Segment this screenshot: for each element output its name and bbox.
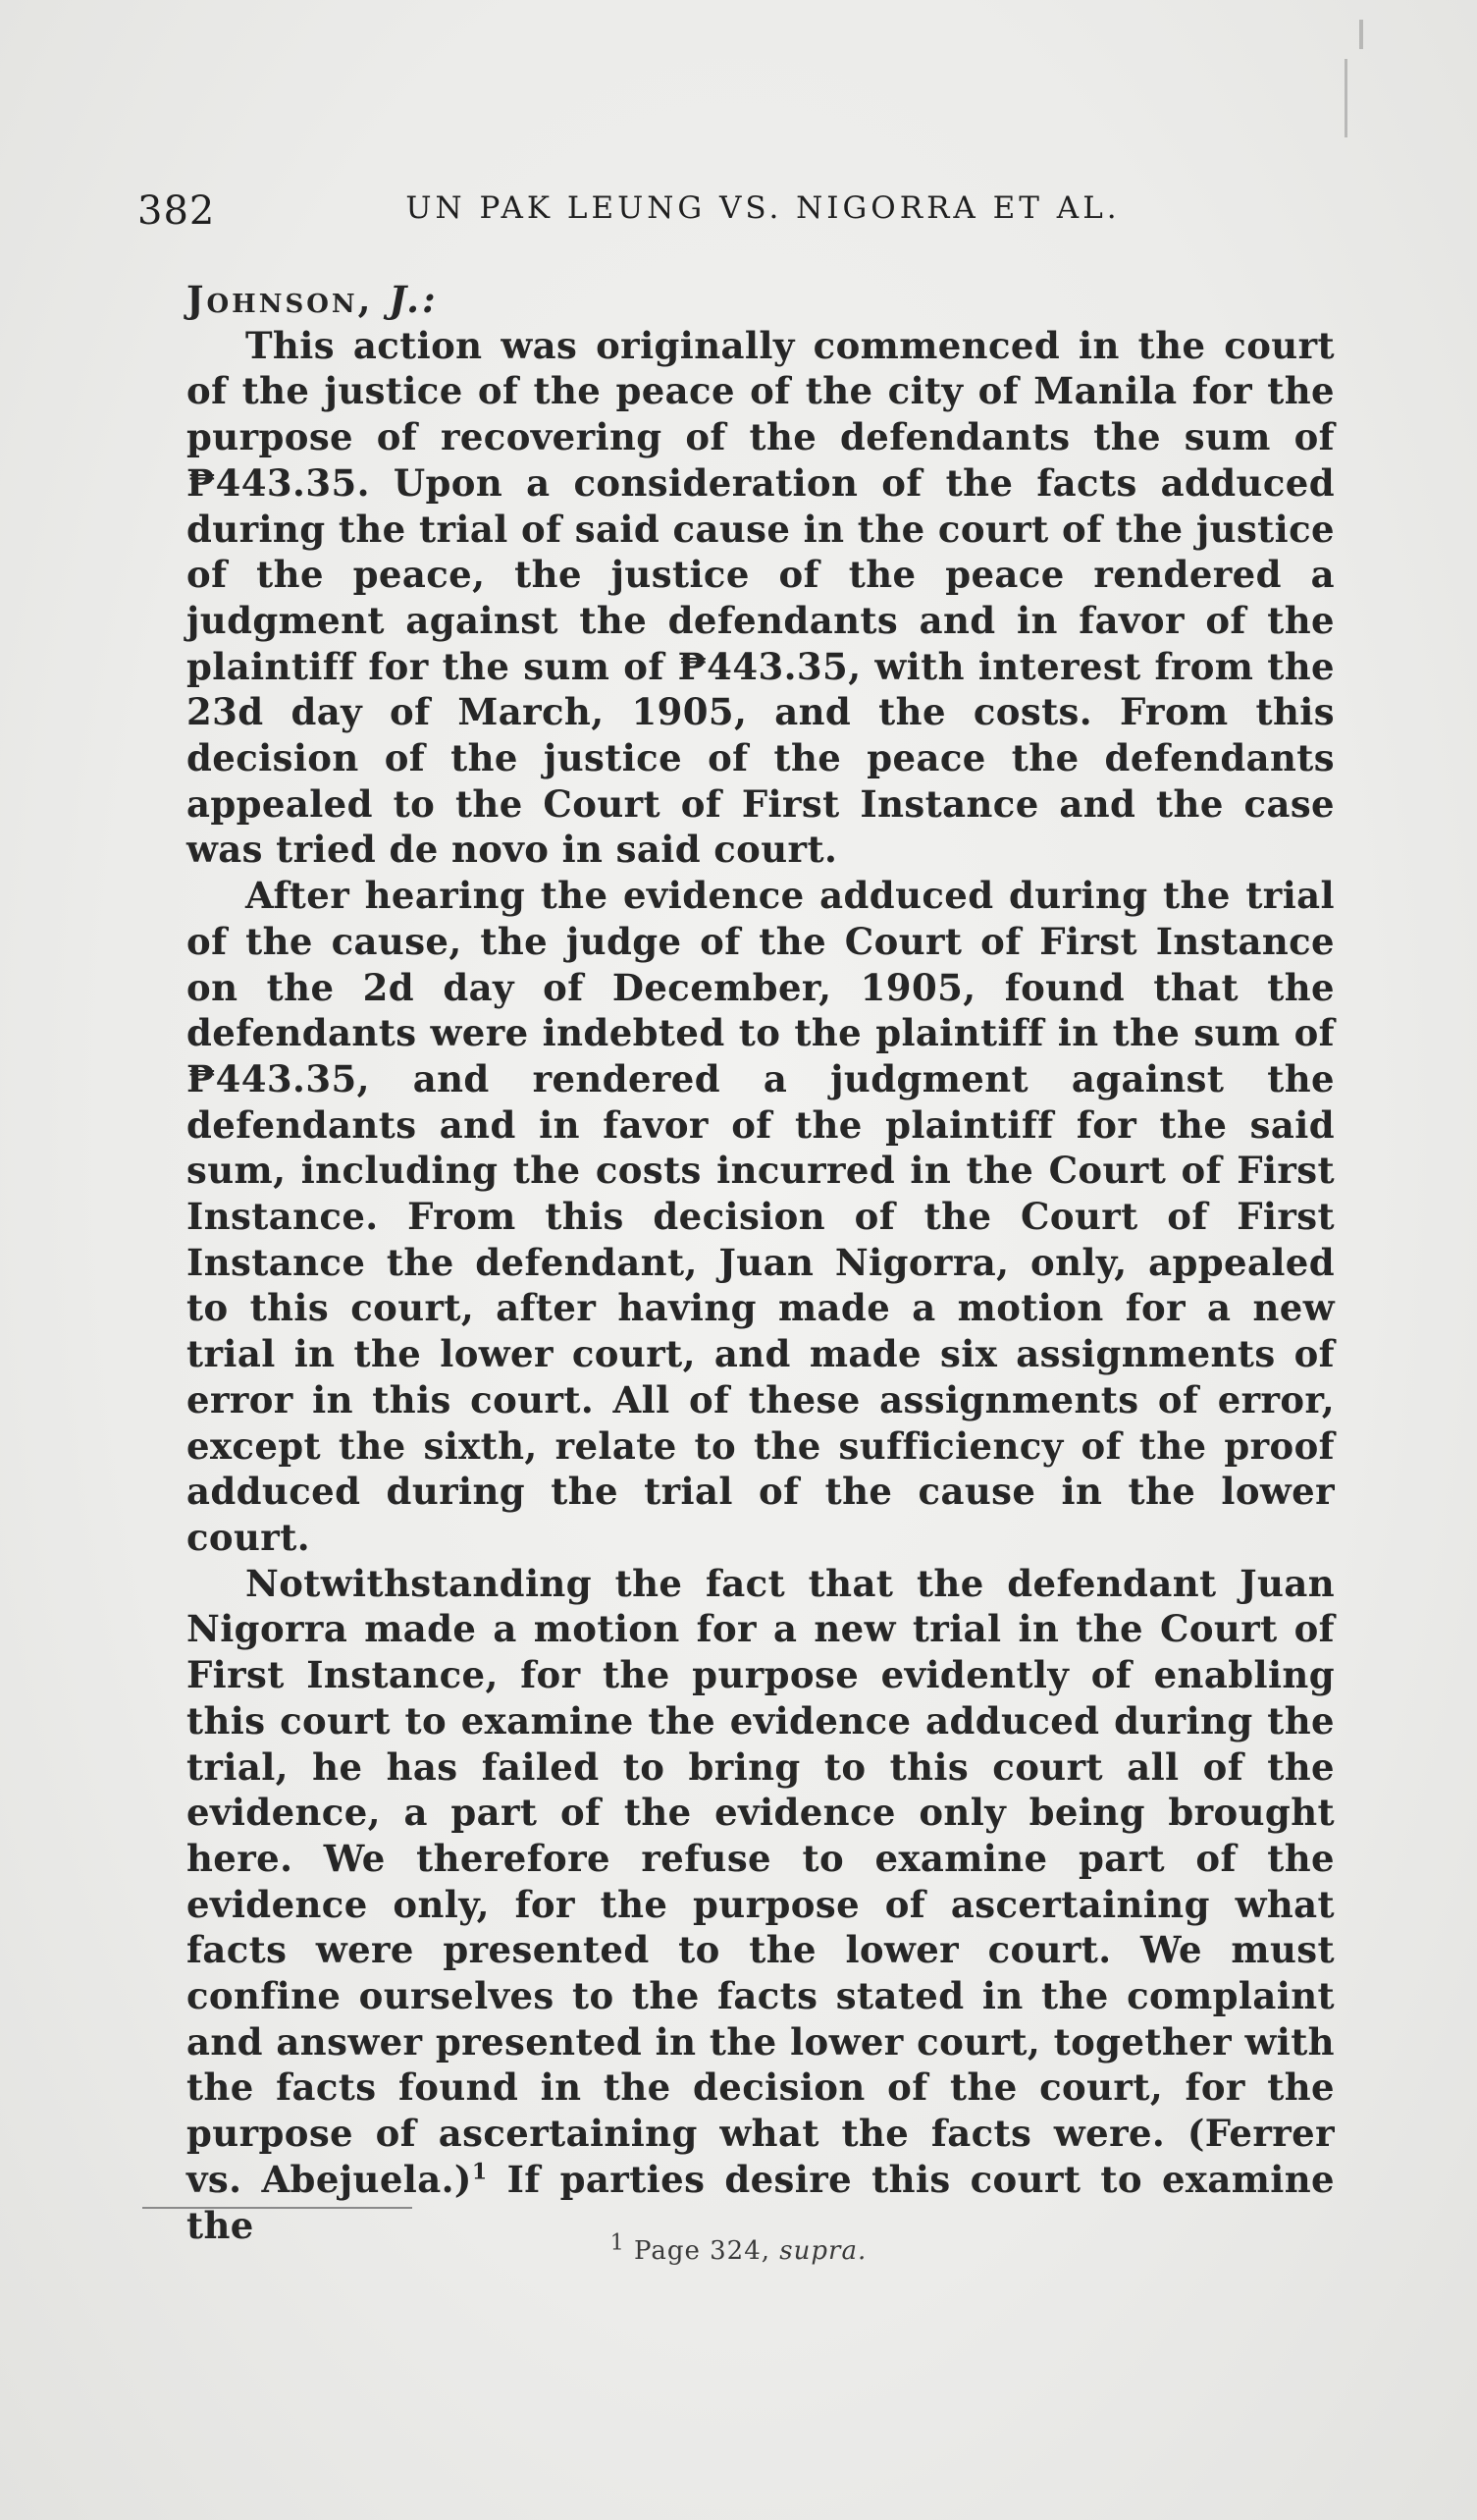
case-title: UN PAK LEUNG VS. NIGORRA ET AL. (405, 190, 1121, 226)
page-number: 382 (137, 188, 216, 234)
paragraph (186, 1561, 1335, 2249)
footnote-italic: supra. (779, 2236, 868, 2266)
author-title: J.: (389, 278, 439, 321)
scan-edge-mark (1345, 59, 1347, 137)
running-head (137, 188, 1349, 238)
paragraph: After hearing the evidence adduced during the trial of the cause, the judge of the Court of First Instance on the 2d day of December, 1905, found that the defendants were indebted to the plaintiff in the sum of ₱443.35, and rendered a judgment against the defendants and in favor of the plaintiff for the said sum, including the costs incurred in the Court of First Instance. From this decision of the Court of First Instance the defendant, Juan Nigorra, only, appealed to this court, after having made a motion for a new trial in the lower court, and made six assignments of error in this court. All of these assignments of error, except the sixth, relate to the sufficiency of the proof adduced during the trial of the cause in the lower court. (186, 874, 1335, 1559)
footnote-divider (142, 2207, 412, 2209)
footnote-reference[interactable]: 1 (471, 2159, 488, 2185)
footnote (0, 2230, 1477, 2266)
author-name: Johnson, (186, 278, 374, 321)
paragraph-continuation: If parties desire this court to examine the (186, 2157, 1335, 2247)
paragraph: This action was originally commenced in the court of the justice of the peace of the city of Manila for the purpose of recovering of the defendants the sum of ₱443.35. Upon a consideration of the facts adduced during the trial of said cause in the court of the justice of the peace, the justice of the peace rendered a judgment against the defendants and in favor of the plaintiff for the sum of ₱443.35, with interest from the 23d day of March, 1905, and the costs. From this decision of the justice of the peace the defendants appealed to the Court of First Instance and the case was tried de novo in said court. (186, 323, 1335, 872)
scan-edge-mark (1359, 20, 1363, 49)
opinion-body (186, 277, 1335, 2248)
footnote-marker: 1 (609, 2230, 625, 2256)
footnote-text: Page 324, (634, 2236, 771, 2266)
opinion-author (186, 277, 1335, 323)
paragraph-text: Notwithstanding the fact that the defendant Juan Nigorra made a motion for a new trial in the Court of First Instance, for the purpose evidently of enabling this court to examine the evidence adduced during the trial, he has failed to bring to this court all of the evidence, a part of the evidence only being brought here. We therefore refuse to examine part of the evidence only, for the purpose of ascertaining what facts were presented to the lower court. We must confine ourselves to the facts stated in the complaint and answer presented in the lower court, together with the facts found in the decision of the court, for the purpose of ascertaining what the facts were. (Ferrer vs. Abejuela.) (186, 1561, 1335, 2201)
